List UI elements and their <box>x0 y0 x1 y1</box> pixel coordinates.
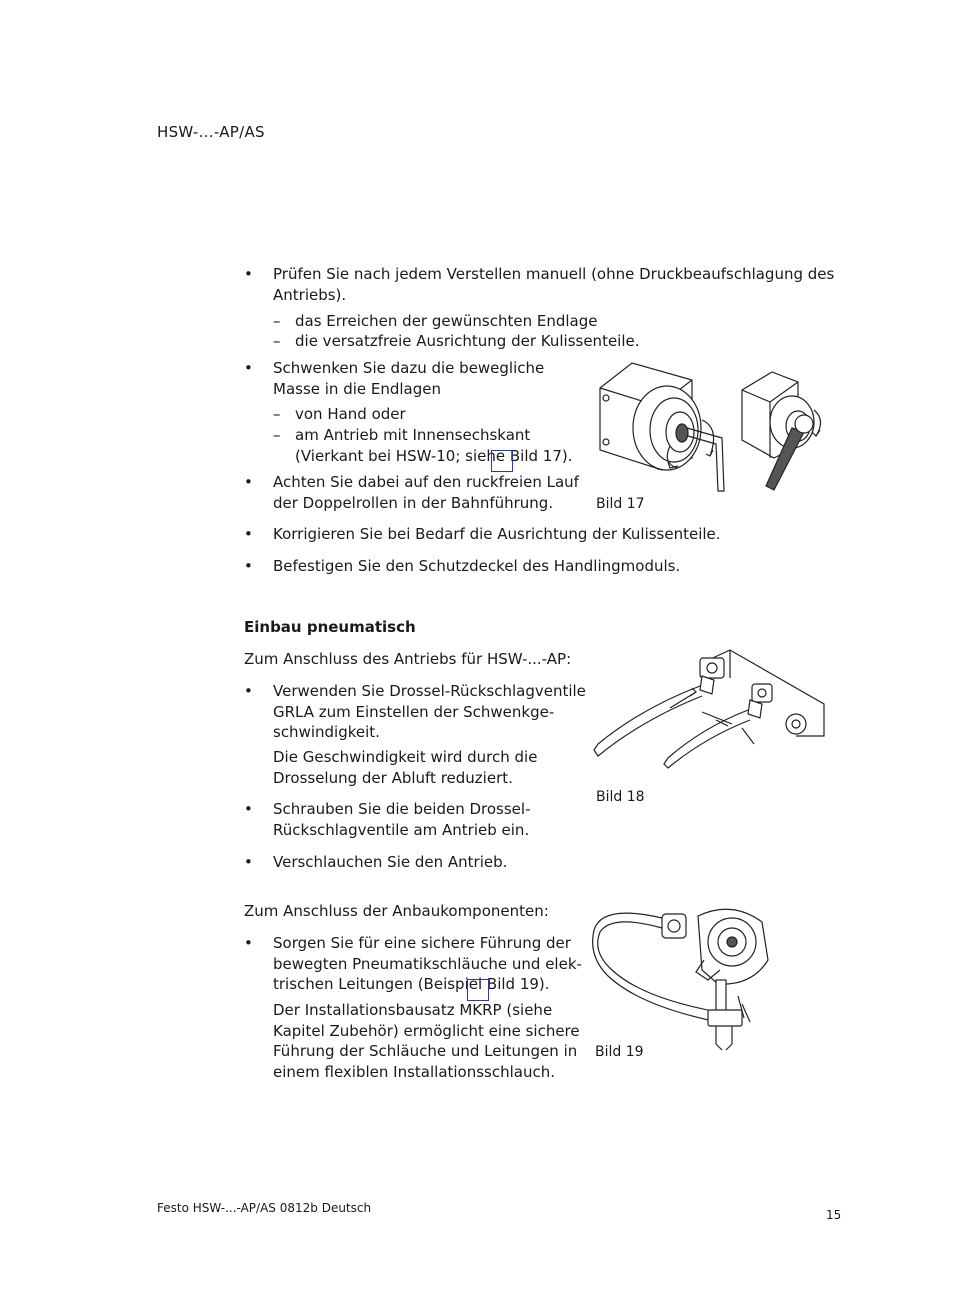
text-line: Die Geschwindigkeit wird durch die <box>273 748 538 766</box>
section-heading-pneumatic: Einbau pneumatisch <box>244 618 416 636</box>
text-line: Verwenden Sie Drossel-Rückschlagventile <box>273 682 586 700</box>
text-line: Kapitel Zubehör) ermöglicht eine sichere <box>273 1021 580 1040</box>
bullet-marker: • <box>244 934 253 952</box>
paragraph-check-manual <box>273 264 834 305</box>
text-line: Masse in die Endlagen <box>273 379 442 398</box>
bullet-marker: • <box>244 525 253 543</box>
text-line: bewegten Pneumatikschläuche und elek- <box>273 954 582 973</box>
list-item-by-hand: von Hand oder <box>295 405 406 423</box>
bullet-marker: • <box>244 557 253 575</box>
paragraph-correct-alignment: Korrigieren Sie bei Bedarf die Ausrichtung der Kulissenteile. <box>273 525 721 543</box>
page-header-title: HSW-...-AP/AS <box>157 123 265 141</box>
text-line: Schwenken Sie dazu die bewegliche <box>273 359 545 377</box>
figure-19-installation-illustration <box>592 900 776 1058</box>
list-item-endposition: das Erreichen der gewünschten Endlage <box>295 312 598 330</box>
figure-18-tubing-illustration <box>592 648 828 772</box>
figure-18-caption: Bild 18 <box>596 789 645 805</box>
text-line: am Antrieb mit Innensechskant <box>295 426 531 444</box>
text-line: schwindigkeit. <box>273 723 380 741</box>
paragraph-throttle-valves <box>273 681 586 743</box>
paragraph-drive-connection-intro: Zum Anschluss des Antriebs für HSW-...-AP: <box>244 650 572 668</box>
dash-marker: – <box>273 332 281 350</box>
figure-reference-link-bild-19[interactable] <box>467 979 489 1001</box>
paragraph-connect-tubing: Verschlauchen Sie den Antrieb. <box>273 853 508 871</box>
paragraph-fasten-cover: Befestigen Sie den Schutzdeckel des Handlingmoduls. <box>273 557 681 575</box>
bullet-marker: • <box>244 265 253 283</box>
text-line: einem flexiblen Installationsschlauch. <box>273 1062 556 1081</box>
text-line: Antriebs). <box>273 285 347 304</box>
bullet-marker: • <box>244 800 253 818</box>
paragraph-installation-kit <box>273 1000 580 1082</box>
text-line: Prüfen Sie nach jedem Verstellen manuell (ohne Druckbeaufschlagung des <box>273 265 835 283</box>
bullet-marker: • <box>244 853 253 871</box>
dash-marker: – <box>273 312 281 330</box>
text-line: Drosselung der Abluft reduziert. <box>273 768 513 787</box>
paragraph-double-rollers <box>273 472 579 513</box>
paragraph-safe-guidance <box>273 933 582 995</box>
bullet-marker: • <box>244 682 253 700</box>
dash-marker: – <box>273 426 281 444</box>
paragraph-swivel-mass <box>273 358 544 399</box>
paragraph-screw-in-valves <box>273 799 530 840</box>
figure-17-caption: Bild 17 <box>596 496 645 512</box>
text-line: Rückschlagventile am Antrieb ein. <box>273 820 530 839</box>
figure-17-drive-illustration <box>592 358 842 498</box>
text-line: Der Installationsbausatz MKRP (siehe <box>273 1001 553 1019</box>
paragraph-attachments-intro: Zum Anschluss der Anbaukomponenten: <box>244 902 549 920</box>
paragraph-speed-reduction <box>273 747 537 788</box>
list-item-alignment: die versatzfreie Ausrichtung der Kulissenteile. <box>295 332 640 350</box>
text-line: der Doppelrollen in der Bahnführung. <box>273 493 554 512</box>
text-line: GRLA zum Einstellen der Schwenkge- <box>273 702 555 721</box>
text-line: (Vierkant bei HSW-10; siehe Bild 17). <box>295 446 573 465</box>
text-line: Sorgen Sie für eine sichere Führung der <box>273 934 571 952</box>
text-line: Schrauben Sie die beiden Drossel- <box>273 800 531 818</box>
bullet-marker: • <box>244 473 253 491</box>
dash-marker: – <box>273 405 281 423</box>
footer-page-number: 15 <box>826 1208 842 1222</box>
bullet-marker: • <box>244 359 253 377</box>
text-line: Achten Sie dabei auf den ruckfreien Lauf <box>273 473 579 491</box>
figure-reference-link-bild-17[interactable] <box>491 450 513 472</box>
text-line: Führung der Schläuche und Leitungen in <box>273 1042 578 1060</box>
footer-document-info: Festo HSW-...-AP/AS 0812b Deutsch <box>157 1201 372 1215</box>
figure-19-caption: Bild 19 <box>595 1044 644 1060</box>
list-item-hex-socket <box>295 425 573 466</box>
text-line: trischen Leitungen (Beispiel Bild 19). <box>273 975 550 993</box>
